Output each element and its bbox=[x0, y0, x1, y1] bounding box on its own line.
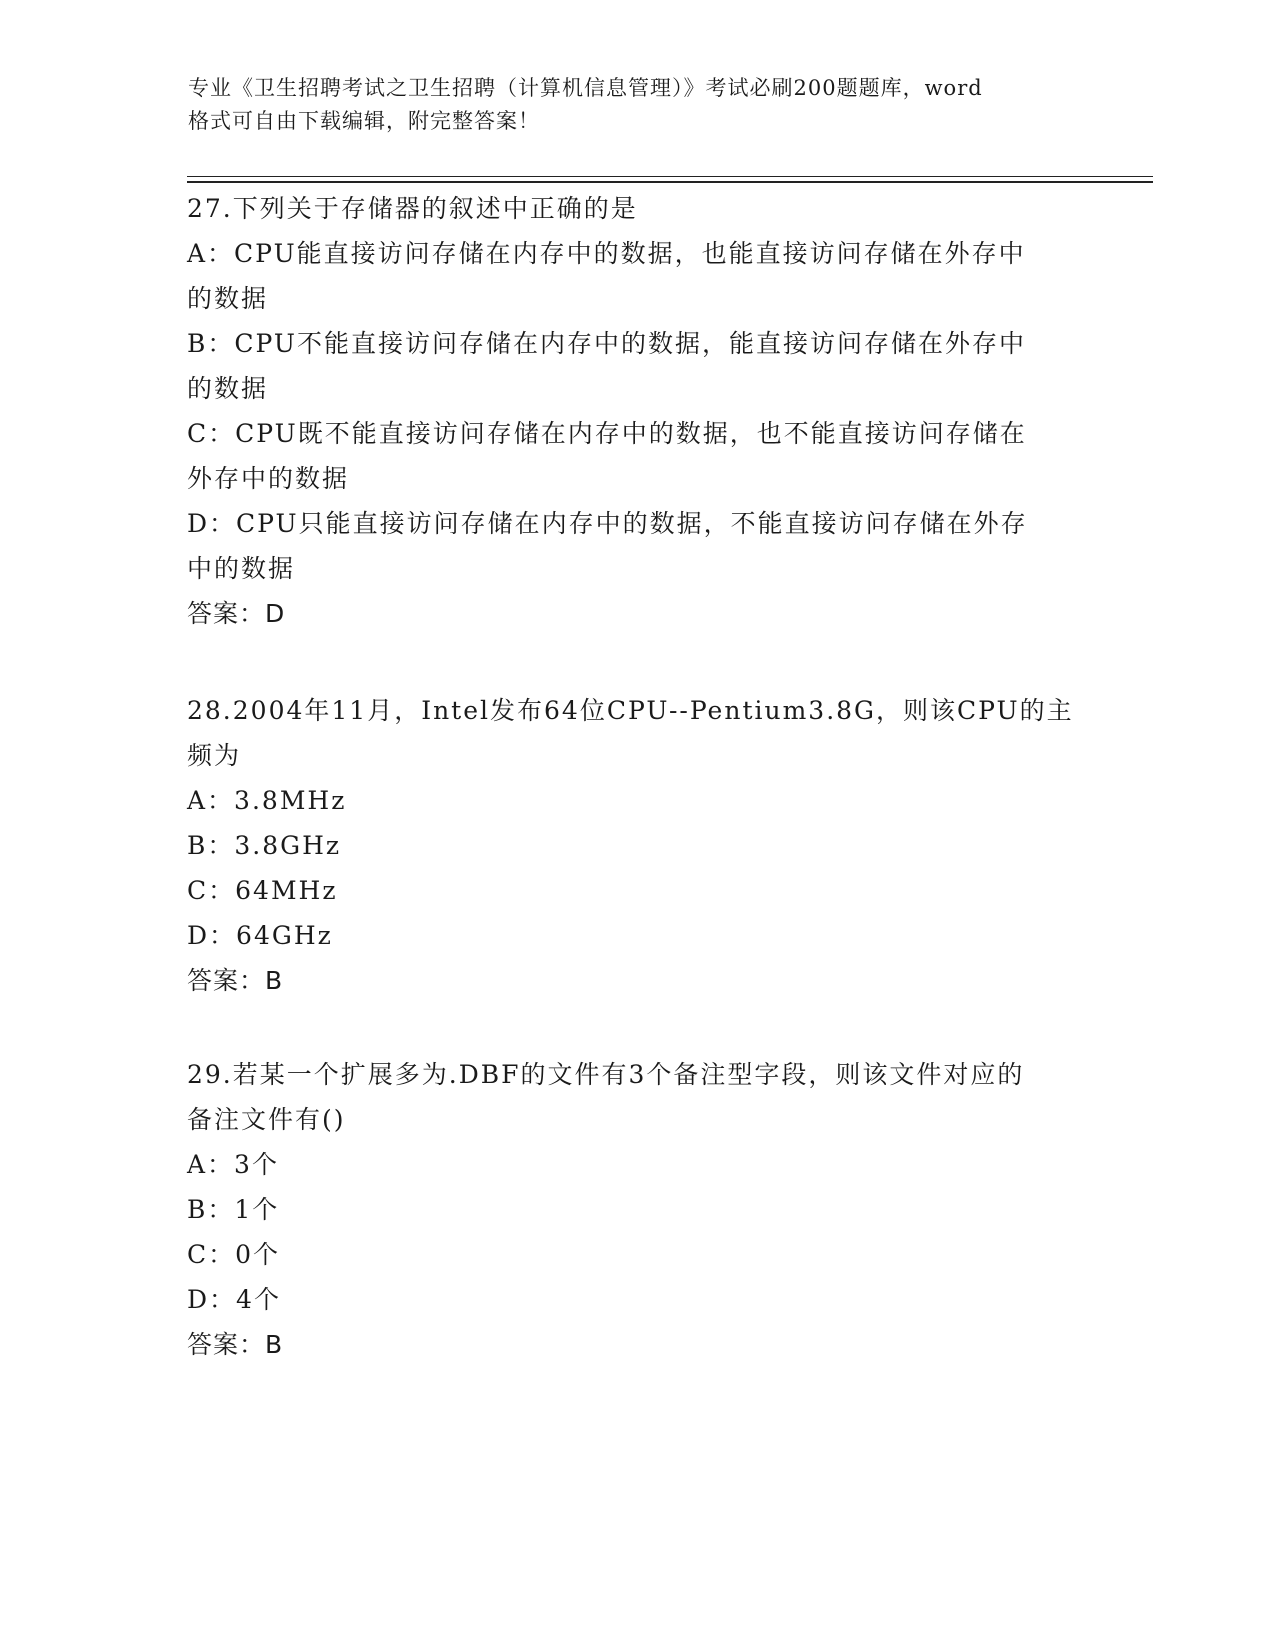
question-27 bbox=[187, 186, 1067, 636]
option-line: 外存中的数据 bbox=[187, 464, 350, 493]
question-stem: 29.若某一个扩展多为.DBF的文件有3个备注型字段，则该文件对应的 bbox=[187, 1060, 1025, 1089]
header-divider-thin bbox=[187, 176, 1153, 177]
question-stem: 27.下列关于存储器的叙述中正确的是 bbox=[187, 194, 638, 223]
option-c bbox=[187, 411, 1067, 501]
question-stem: 28.2004年11月，Intel发布64位CPU--Pentium3.8G，则该CPU的主 bbox=[187, 696, 1074, 725]
header-line-2: 格式可自由下载编辑，附完整答案！ bbox=[188, 109, 540, 133]
option-d bbox=[187, 501, 1067, 591]
question-stem: 备注文件有() bbox=[187, 1105, 346, 1134]
answer-text: 答案：B bbox=[187, 966, 284, 995]
header-divider-thick bbox=[187, 181, 1153, 183]
option-line: A：CPU能直接访问存储在内存中的数据，也能直接访问存储在外存中 bbox=[187, 239, 1026, 268]
option-line: C：CPU既不能直接访问存储在内存中的数据，也不能直接访问存储在 bbox=[187, 419, 1027, 448]
answer-text: 答案：D bbox=[187, 599, 286, 628]
option-c: C：0个 bbox=[187, 1240, 281, 1269]
option-line: 中的数据 bbox=[187, 554, 296, 583]
option-b bbox=[187, 321, 1067, 411]
option-b: B：1个 bbox=[187, 1195, 280, 1224]
option-d: D：4个 bbox=[187, 1285, 281, 1314]
option-d: D：64GHz bbox=[187, 921, 333, 950]
option-a bbox=[187, 231, 1067, 321]
option-a: A：3.8MHz bbox=[187, 786, 347, 815]
answer-text: 答案：B bbox=[187, 1330, 284, 1359]
option-line: D：CPU只能直接访问存储在内存中的数据，不能直接访问存储在外存 bbox=[187, 509, 1028, 538]
question-28 bbox=[187, 688, 1074, 1003]
question-stem: 频为 bbox=[187, 741, 242, 770]
option-line: 的数据 bbox=[187, 284, 269, 313]
document-header bbox=[188, 72, 1088, 138]
question-29 bbox=[187, 1052, 1067, 1367]
option-line: 的数据 bbox=[187, 374, 269, 403]
option-b: B：3.8GHz bbox=[187, 831, 342, 860]
option-line: B：CPU不能直接访问存储在内存中的数据，能直接访问存储在外存中 bbox=[187, 329, 1026, 358]
header-line-1: 专业《卫生招聘考试之卫生招聘（计算机信息管理）》考试必刷200题题库，word bbox=[188, 76, 983, 100]
option-a: A：3个 bbox=[187, 1150, 279, 1179]
option-c: C：64MHz bbox=[187, 876, 338, 905]
